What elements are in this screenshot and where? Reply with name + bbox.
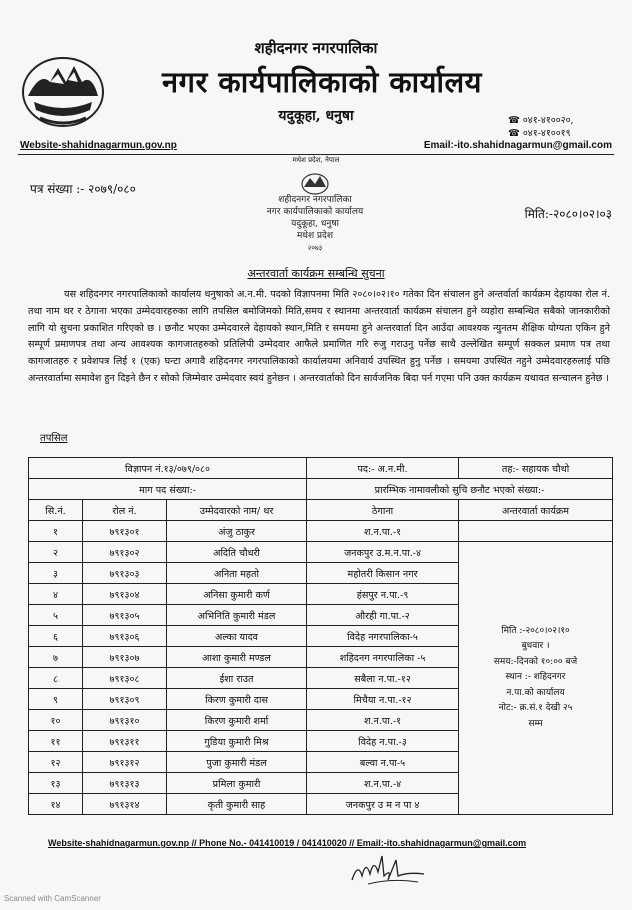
cell-name: ईशा राउत xyxy=(167,668,307,689)
interview-schedule-line: मिति :-२०८०।०२।१० xyxy=(501,625,570,636)
cell-name: किरण कुमारी शर्मा xyxy=(167,710,307,731)
cell-name: अभिनिति कुमारी मंडल xyxy=(167,605,307,626)
phone-number-1: ☎ ०४१-४१००२०, xyxy=(508,115,574,126)
cell-sn: १२ xyxy=(29,752,83,773)
cell-sn: ६ xyxy=(29,626,83,647)
cell-roll: ७९१३१२ xyxy=(83,752,167,773)
office-address: यदुकूहा, धनुषा xyxy=(278,108,354,124)
header-divider xyxy=(18,154,614,155)
phone-number-2: ☎ ०४१-४१००१९ xyxy=(508,128,571,139)
email-address: Email:-ito.shahidnagarmun@gmail.com xyxy=(423,140,612,151)
cell-name: अंजु ठाकुर xyxy=(167,521,307,542)
ad-number: विज्ञापन नं.१३/०७९/०८० xyxy=(29,458,307,479)
cell-sn: ३ xyxy=(29,563,83,584)
municipality-name: शहीदनगर नगरपालिका xyxy=(254,39,378,57)
cell-address: श.न.पा.-४ xyxy=(307,773,459,794)
cell-name: किरण कुमारी दास xyxy=(167,689,307,710)
cell-address: श.न.पा.-१ xyxy=(307,521,459,542)
cell-address: औरही गा.पा.-२ xyxy=(307,605,459,626)
demand-count: माग पद संख्या:- xyxy=(29,479,307,500)
post-name: पद:- अ.न.मी. xyxy=(307,458,459,479)
post-level: तह:- सहायक चौथो xyxy=(459,458,613,479)
reference-number: पत्र संख्या :- २०७९/०८० xyxy=(30,182,136,196)
cell-roll: ७९१३०४ xyxy=(83,584,167,605)
cell-sn: ५ xyxy=(29,605,83,626)
cell-roll: ७९१३०९ xyxy=(83,689,167,710)
cell-roll: ७९१३०२ xyxy=(83,542,167,563)
interview-schedule-line: सम्म xyxy=(528,718,543,729)
cell-name: प्रमिला कुमारी xyxy=(167,773,307,794)
cell-name: आशा कुमारी मण्डल xyxy=(167,647,307,668)
interview-schedule-line: स्थान :- शहिदनगर xyxy=(505,672,566,683)
cell-sn: २ xyxy=(29,542,83,563)
cell-roll: ७९१३१४ xyxy=(83,794,167,815)
col-header-interview: अन्तरवार्ता कार्यक्रम xyxy=(459,500,613,521)
cell-address: श.न.पा.-१ xyxy=(307,710,459,731)
table-header-row xyxy=(29,500,613,521)
cell-address: सबैला न.पा.-१२ xyxy=(307,668,459,689)
interview-schedule-line: न.पा.को कार्यालय xyxy=(506,687,565,698)
cell-sn: ९ xyxy=(29,689,83,710)
ad-info-row xyxy=(29,458,613,479)
cell-sn: ८ xyxy=(29,668,83,689)
province-label: मधेश प्रदेश, नेपाल xyxy=(292,156,340,164)
cell-address: विदेह न.पा.-३ xyxy=(307,731,459,752)
cell-roll: ७९१३०७ xyxy=(83,647,167,668)
candidate-table xyxy=(28,457,613,815)
cell-address: जनकपुर उ म न पा ४ xyxy=(307,794,459,815)
cell-address: महोतरी किसान नगर xyxy=(307,563,459,584)
col-header-name: उम्मेदवारको नाम/ थर xyxy=(167,500,307,521)
details-heading: तपसिल xyxy=(40,433,68,444)
signature-image xyxy=(348,850,428,888)
shortlist-count: प्रारम्भिक नामावलीको सुचि छनौट भएको संख्या:- xyxy=(307,479,613,500)
cell-roll: ७९१३०३ xyxy=(83,563,167,584)
cell-sn: १० xyxy=(29,710,83,731)
col-header-roll: रोल नं. xyxy=(83,500,167,521)
notice-body: यस शहिदनगर नगरपालिकाको कार्यालय धनुषाको अ.न.मी. पदको विज्ञापनमा मिति २०८०।०२।१० गतेका दिन संचालन हुने अन्तर्वार्ता कार्यक्रम देहायका रोल नं. तथा नाम थर र ठेगाना भएका उम्मेदवारहरुका लागि तपसिल बमोजिमको मिति,समय र स्थानमा अन्तरवार्ता कार्यक्रम संचालन हुने व्यहोरा सम्बन्धित सबैको जानकारीको लागि यो सुचना प्रकाशित गरिएको छ । छनौट भएका उम्मेदवारले देहायको स्थान,मिति र समयमा हुने अन्तरवार्ता दिन आउँदा आवश्यक न्युनतम शैक्षिक योग्यता एकिन हुने सम्पूर्ण प्रमाणपत्र तथा अन्य आवश्यक कागजातहरुको प्रतिलिपी उम्मेदवार आफैले प्रमाणित गरि रुजु गराउनु पर्नेछ साथै उल्लेखित सम्पूर्ण सक्कल प्रमाण पत्र तथा कागजातहरु र प्रवेशपत्र लिई १ (एक) घन्टा अगावै शहिदनगर नगरपालिकाको कार्यालयमा अनिवार्य उपस्थित हुनु पर्नेछ । समयमा उपस्थित नहुने उम्मेदवारहरुलाई पछि अन्तरवार्तामा समावेश हुन दिइने छैन र सोको जिम्मेवार उम्मेदवार स्वयं हुनेछन । अन्तरवार्ताको दिन सार्वजनिक बिदा पर्न गएमा पनि उक्त कार्यक्रम यथावत सन्चालन हुनेछ । xyxy=(28,289,610,384)
stamp-emblem-icon xyxy=(262,168,368,256)
cell-sn: ७ xyxy=(29,647,83,668)
website-link[interactable]: Website-shahidnagarmun.gov.np xyxy=(20,140,177,151)
scanner-watermark: Scanned with CamScanner xyxy=(4,894,101,903)
cell-address: बल्वा न.पा-५ xyxy=(307,752,459,773)
cell-address: मिचैया न.पा.-१२ xyxy=(307,689,459,710)
cell-name: अनिता महतो xyxy=(167,563,307,584)
stamp-line-1: शहीदनगर नगरपालिका xyxy=(278,195,352,205)
office-stamp xyxy=(262,168,368,256)
interview-schedule-line: बुधवार । xyxy=(521,641,550,652)
interview-schedule-line: नोट:- क्र.सं.१ देखी २५ xyxy=(498,703,573,714)
cell-roll: ७९१३११ xyxy=(83,731,167,752)
cell-roll: ७९१३१३ xyxy=(83,773,167,794)
col-header-sn: सि.नं. xyxy=(29,500,83,521)
interview-schedule xyxy=(459,542,613,815)
cell-sn: १ xyxy=(29,521,83,542)
cell-sn: १३ xyxy=(29,773,83,794)
cell-roll: ७९१३१० xyxy=(83,710,167,731)
count-row xyxy=(29,479,613,500)
cell-roll: ७९१३०५ xyxy=(83,605,167,626)
cell-name: अनिसा कुमारी कर्ण xyxy=(167,584,307,605)
phone-numbers xyxy=(508,114,574,140)
col-header-address: ठेगाना xyxy=(307,500,459,521)
cell-address: जनकपुर उ.म.न.पा.-४ xyxy=(307,542,459,563)
cell-name: कृती कुमारी साह xyxy=(167,794,307,815)
office-title: नगर कार्यपालिकाको कार्यालय xyxy=(162,65,482,99)
cell-roll: ७९१३०८ xyxy=(83,668,167,689)
cell-address: हंसपुर न.पा.-९ xyxy=(307,584,459,605)
subject-line xyxy=(0,266,632,281)
stamp-line-3: यदुकूहा, धनुषा xyxy=(291,219,339,229)
interview-blank-cell xyxy=(459,521,613,542)
subject-text: अन्तरवार्ता कार्यक्रम सम्बन्धि सुचना xyxy=(247,267,385,280)
cell-address: विदेह नगरपालिका-५ xyxy=(307,626,459,647)
cell-name: अल्का यादव xyxy=(167,626,307,647)
footer-contact: Website-shahidnagarmun.gov.np // Phone No.- 041410019 / 041410020 // Email:-ito.shahidnagarmun@gmail.com xyxy=(48,838,527,848)
cell-name: अदिति चौधरी xyxy=(167,542,307,563)
stamp-line-5: २०७३ xyxy=(307,244,323,252)
cell-sn: ४ xyxy=(29,584,83,605)
cell-name: पुजा कुमारी मंडल xyxy=(167,752,307,773)
cell-address: शहिदनग नगरपालिका -५ xyxy=(307,647,459,668)
letter-date: मिति:-२०८०।०२।०३ xyxy=(524,207,612,221)
stamp-line-4: मधेश प्रदेश xyxy=(297,231,333,241)
stamp-line-2: नगर कार्यपालिकाको कार्यालय xyxy=(266,207,364,217)
table-row xyxy=(29,521,613,542)
cell-sn: १४ xyxy=(29,794,83,815)
table-row xyxy=(29,542,613,563)
cell-roll: ७९१३०६ xyxy=(83,626,167,647)
cell-roll: ७९१३०१ xyxy=(83,521,167,542)
interview-schedule-line: समय:-दिनको १०:०० बजे xyxy=(493,656,578,667)
cell-name: गुडिया कुमारी मिश्र xyxy=(167,731,307,752)
cell-sn: ११ xyxy=(29,731,83,752)
